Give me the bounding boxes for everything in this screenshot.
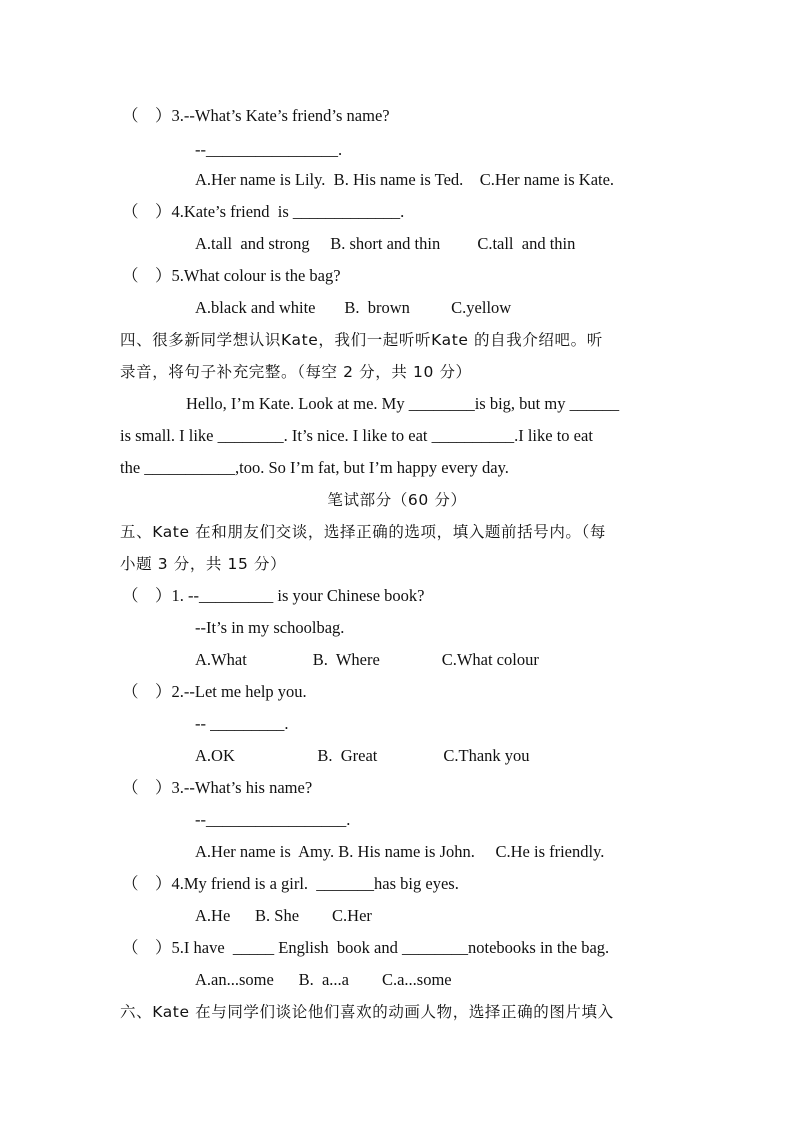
- passage-line-2: is small. I like ________. It’s nice. I like to eat __________.I like to eat: [120, 426, 593, 445]
- question-5-written: （ ）5.I have _____ English book and ________notebooks in the bag.: [122, 938, 610, 957]
- question-4-listening: （ ）4.Kate’s friend is _____________.: [122, 202, 405, 221]
- section-4-instruction: 录音，将句子补充完整。（每空 2 分，共 10 分）: [120, 363, 472, 381]
- options-4-listening: A.tall and strong B. short and thin C.tall and thin: [195, 234, 576, 253]
- section-4-heading: 四、很多新同学想认识Kate，我们一起听听Kate 的自我介绍吧。听: [120, 331, 603, 349]
- section-5-heading: 五、Kate 在和朋友们交谈，选择正确的选项，填入题前括号内。（每: [120, 523, 606, 541]
- written-part-title: 笔试部分（60 分）: [327, 491, 467, 509]
- options-5-written: A.an...some B. a...a C.a...some: [195, 970, 452, 989]
- passage-line-3: the ___________,too. So I’m fat, but I’m happy every day.: [120, 458, 509, 477]
- options-4-written: A.He B. She C.Her: [195, 906, 372, 925]
- question-1-written: （ ）1. --_________ is your Chinese book?: [122, 586, 425, 605]
- section-5-instruction: 小题 3 分，共 15 分）: [120, 555, 287, 573]
- passage-line-1: Hello, I’m Kate. Look at me. My ________is big, but my ______: [186, 394, 620, 413]
- question-3-written: （ ）3.--What’s his name?: [122, 778, 313, 797]
- answer-blank: -- _________.: [195, 714, 289, 733]
- question-3-listening: （ ）3.--What’s Kate’s friend’s name?: [122, 106, 390, 125]
- question-4-written: （ ）4.My friend is a girl. _______has big eyes.: [122, 874, 459, 893]
- dialogue-reply-1: --It’s in my schoolbag.: [195, 618, 345, 637]
- options-3-written: A.Her name is Amy. B. His name is John. C.He is friendly.: [195, 842, 605, 861]
- section-6-heading: 六、Kate 在与同学们谈论他们喜欢的动画人物，选择正确的图片填入: [120, 1003, 614, 1021]
- question-2-written: （ ）2.--Let me help you.: [122, 682, 307, 701]
- options-3-listening: A.Her name is Lily. B. His name is Ted. C.Her name is Kate.: [195, 170, 615, 189]
- options-5-listening: A.black and white B. brown C.yellow: [195, 298, 512, 317]
- answer-blank: --________________.: [195, 140, 343, 159]
- options-2-written: A.OK B. Great C.Thank you: [195, 746, 530, 765]
- options-1-written: A.What B. Where C.What colour: [195, 650, 539, 669]
- answer-blank: --_________________.: [195, 810, 351, 829]
- question-5-listening: （ ）5.What colour is the bag?: [122, 266, 341, 285]
